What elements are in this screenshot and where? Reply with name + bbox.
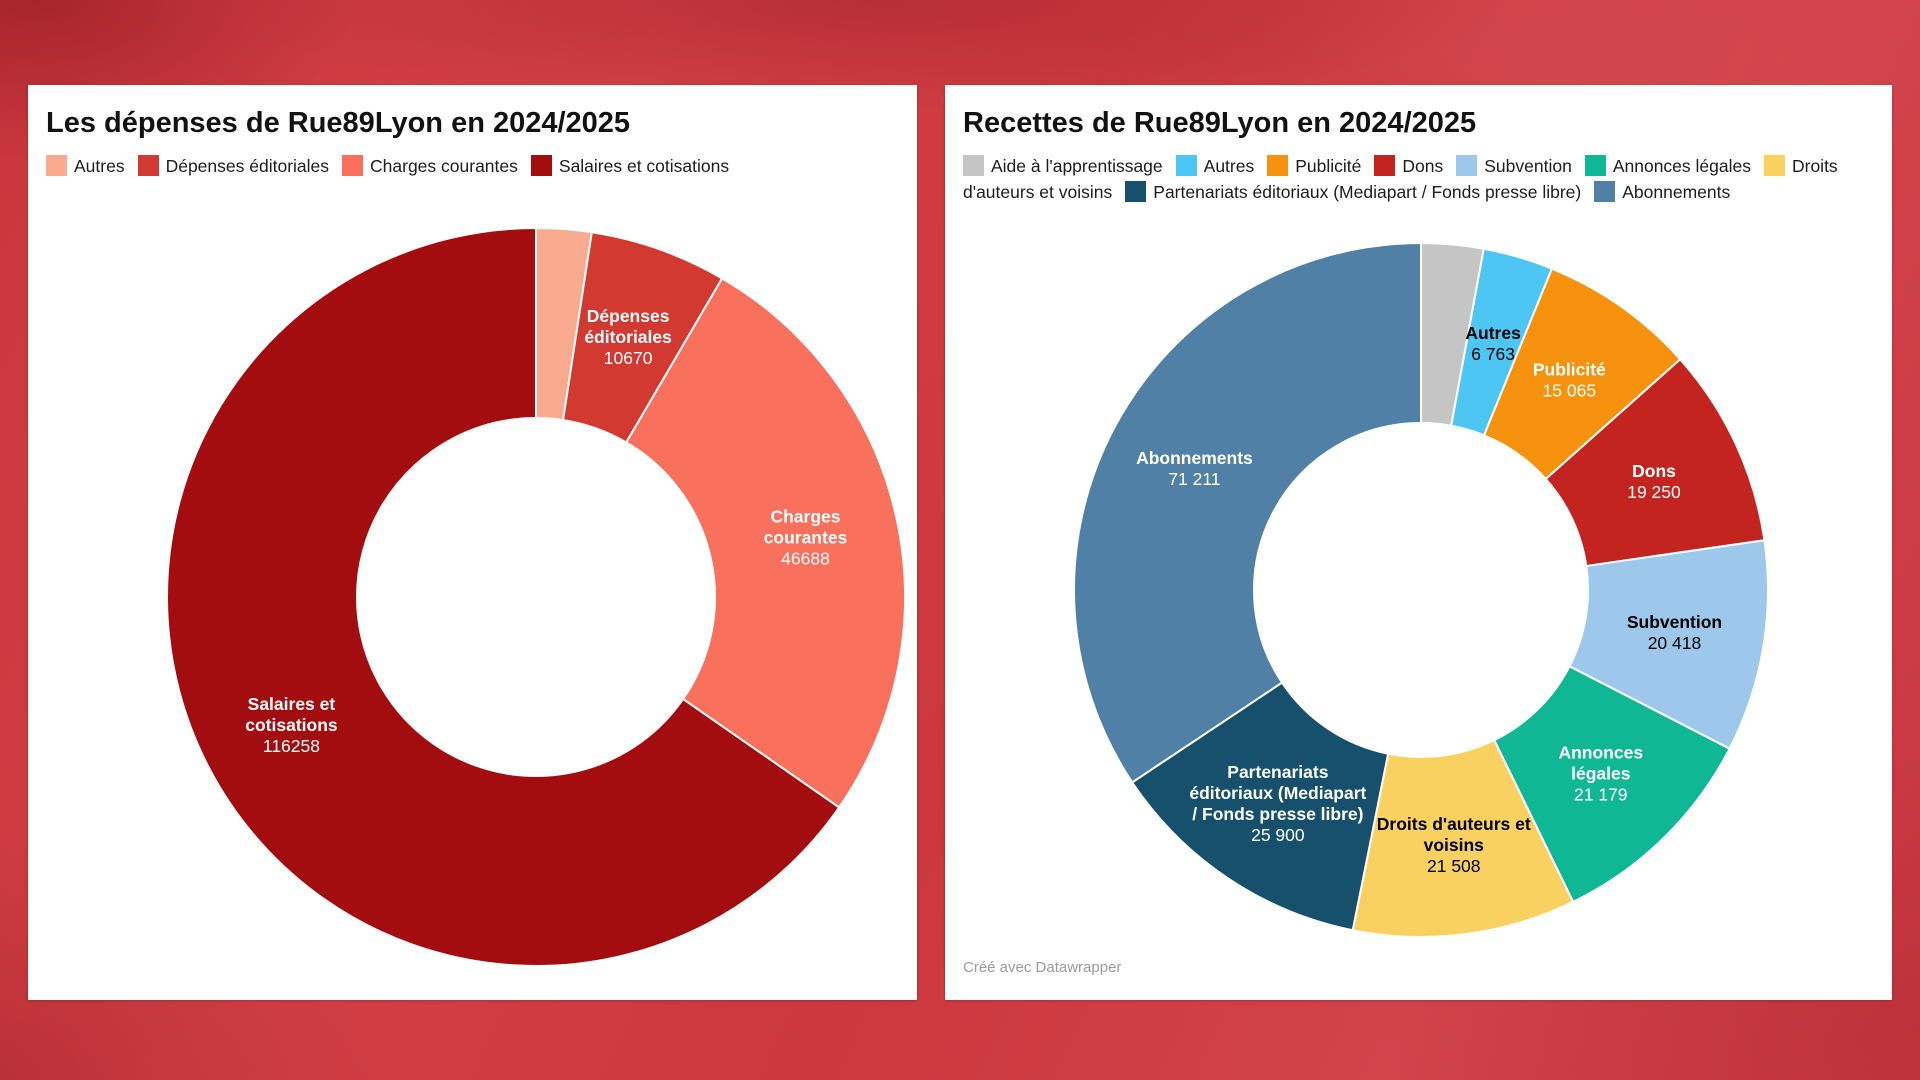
- slice-label: Droits d'auteurs et voisins 21 508: [1376, 813, 1531, 876]
- slice-label: Charges courantes 46688: [763, 506, 848, 569]
- expenses-chart-title: Les dépenses de Rue89Lyon en 2024/2025: [46, 107, 631, 139]
- legend-item: Autres: [1176, 156, 1255, 176]
- slice-label: Salaires et cotisations 116258: [245, 693, 338, 756]
- legend-item: Aide à l'apprentissage: [963, 156, 1163, 176]
- legend-item: Droits d'auteurs et voisins: [963, 156, 1838, 203]
- legend-item: Publicité: [1267, 156, 1361, 176]
- legend-item: Charges courantes: [342, 156, 518, 176]
- legend-item: Subvention: [1456, 156, 1572, 176]
- slice-label: Publicité 15 065: [1532, 359, 1606, 401]
- slice-label: Dons 19 250: [1627, 461, 1681, 503]
- datawrapper-credit: Créé avec Datawrapper: [963, 959, 1122, 976]
- revenue-donut-chart: [945, 125, 1892, 1000]
- donut-slice[interactable]: [1074, 243, 1421, 782]
- slice-label: Partenariats éditoriaux (Mediapart / Fonds presse libre) 25 900: [1189, 761, 1367, 845]
- legend-item: Abonnements: [1594, 182, 1730, 202]
- legend-item: Autres: [46, 156, 125, 176]
- slice-label: Abonnements 71 211: [1136, 448, 1253, 490]
- legend-item: Partenariats éditoriaux (Mediapart / Fonds presse libre): [1125, 182, 1581, 202]
- revenue-chart-title: Recettes de Rue89Lyon en 2024/2025: [963, 107, 1477, 139]
- slice-label: Subvention 20 418: [1626, 611, 1723, 653]
- legend-item: Salaires et cotisations: [531, 156, 729, 176]
- expenses-donut-chart: [28, 125, 917, 1000]
- legend-item: Annonces légales: [1585, 156, 1751, 176]
- slice-label: Dépenses éditoriales 10670: [584, 305, 672, 368]
- slice-label: Autres 6 763: [1465, 322, 1521, 364]
- legend-item: Dépenses éditoriales: [138, 156, 329, 176]
- expenses-chart-card: [28, 85, 917, 1000]
- revenue-chart-card: [945, 85, 1892, 1000]
- slice-label: Annonces légales 21 179: [1558, 742, 1644, 805]
- legend-item: Dons: [1374, 156, 1443, 176]
